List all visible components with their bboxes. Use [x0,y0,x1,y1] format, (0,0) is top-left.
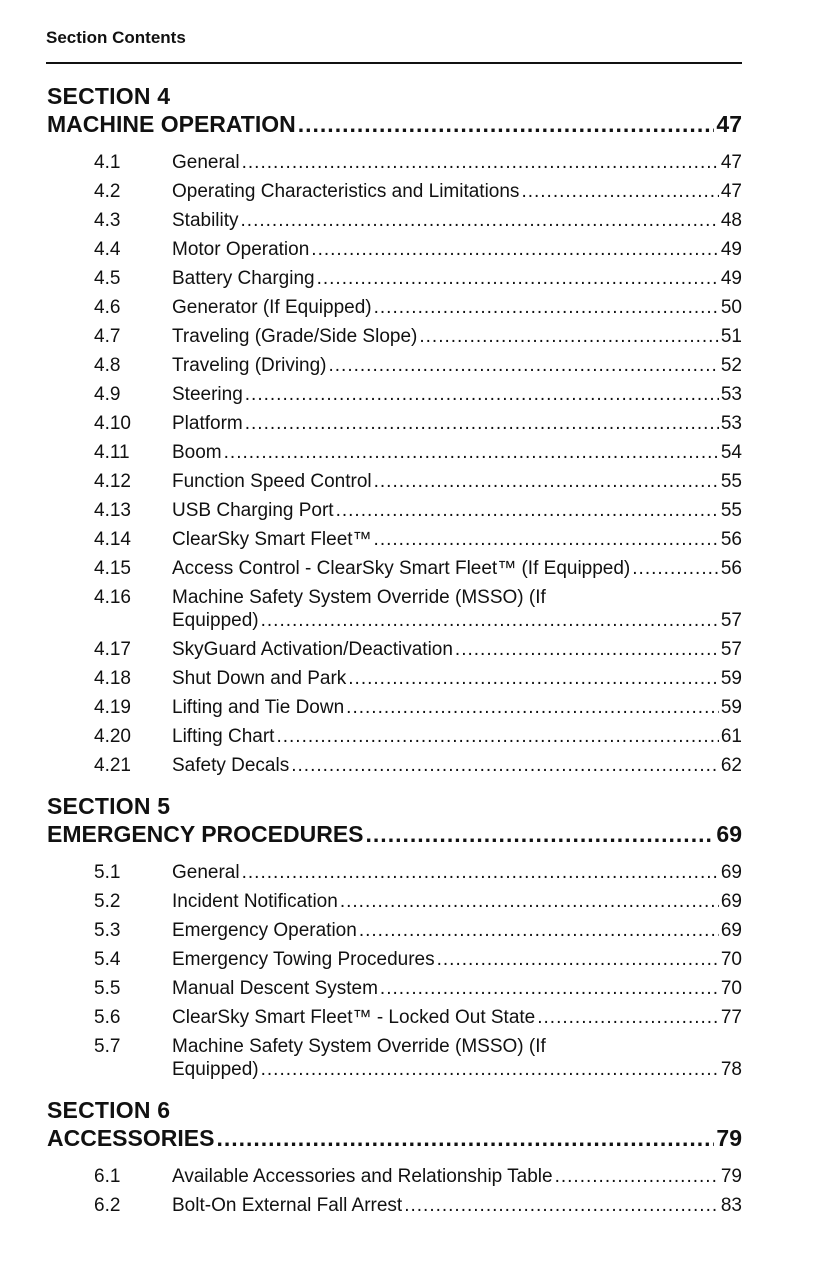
toc-entry-number: 4.14 [94,529,131,550]
toc-entry-page-number: 47 [720,152,742,173]
dot-leader [374,293,719,322]
toc-entry-number: 4.12 [94,471,131,492]
toc-entry-page-number: 49 [720,239,742,260]
section-page-number: 47 [716,111,742,137]
toc-entry-title: SkyGuard Activation/Deactivation [172,639,453,660]
toc-entry-number: 4.3 [94,210,121,231]
dot-leader [311,235,719,264]
toc-entry-number: 4.17 [94,639,131,660]
dot-leader [298,110,715,138]
toc-entry-number: 5.2 [94,891,121,912]
toc-entry[interactable] [47,751,742,780]
toc-entry[interactable] [47,1191,742,1220]
section-title-link[interactable] [47,820,742,848]
toc-entry-page-number: 53 [720,413,742,434]
toc-entry-page-number: 55 [720,500,742,521]
toc-entry-page-number: 69 [720,862,742,883]
toc-entry-title: Manual Descent System [172,978,378,999]
toc-entry-title: Lifting Chart [172,726,275,747]
toc-entry[interactable] [47,635,742,664]
toc-entry-title: Equipped) [172,610,259,631]
dot-leader [317,264,719,293]
toc-entry-number: 4.10 [94,413,131,434]
dot-leader [380,974,719,1003]
dot-leader [359,916,719,945]
toc-entry-title: Emergency Operation [172,920,357,941]
toc-entry-page-number: 62 [720,755,742,776]
dot-leader [329,351,719,380]
toc-entry-page-number: 70 [720,949,742,970]
section-number: SECTION 4 [47,83,171,109]
toc-entry-title: Available Accessories and Relationship Table [172,1166,553,1187]
toc-entry-title: Platform [172,413,243,434]
toc-entry-number: 4.9 [94,384,121,405]
toc-entry[interactable] [47,351,742,380]
toc-entry-number: 4.16 [94,587,131,608]
toc-entry-page-number: 53 [720,384,742,405]
dot-leader [261,1058,719,1081]
toc-entry[interactable] [47,496,742,525]
toc-entry-page-number: 47 [720,181,742,202]
section-page-number: 69 [716,821,742,847]
toc-entry[interactable] [47,409,742,438]
toc-entry-page-number: 48 [720,210,742,231]
toc-entry-number: 4.19 [94,697,131,718]
toc-entry-number: 5.6 [94,1007,121,1028]
toc-entry-page-number: 79 [720,1166,742,1187]
toc-entry-number: 6.1 [94,1166,121,1187]
header-divider [46,62,742,64]
toc-entry-page-number: 49 [720,268,742,289]
toc-entry-title: Emergency Towing Procedures [172,949,435,970]
dot-leader [224,438,719,467]
toc-entry-number: 4.18 [94,668,131,689]
dot-leader [437,945,719,974]
toc-entry[interactable] [47,693,742,722]
section-entries [47,148,742,780]
toc-entry[interactable] [47,858,742,887]
toc-entry-title: General [172,152,240,173]
toc-entry[interactable] [47,974,742,1003]
section-title: MACHINE OPERATION [47,111,296,137]
toc-entry[interactable] [47,945,742,974]
toc-entry-number: 4.2 [94,181,121,202]
dot-leader [276,722,718,751]
toc-entry-number: 5.1 [94,862,121,883]
toc-entry-title: Function Speed Control [172,471,372,492]
toc-entry-page-number: 54 [720,442,742,463]
dot-leader [632,554,719,583]
dot-leader [419,322,719,351]
section-title: EMERGENCY PROCEDURES [47,821,364,847]
toc-entry[interactable] [47,148,742,177]
toc-entry-number: 4.15 [94,558,131,579]
toc-entry[interactable] [47,438,742,467]
toc-entry-title: ClearSky Smart Fleet™ [172,529,372,550]
dot-leader [261,609,719,632]
dot-leader [241,206,719,235]
toc-entry[interactable] [47,916,742,945]
toc-entry-page-number: 70 [720,978,742,999]
toc-entry[interactable] [47,525,742,554]
toc-entry-title: Operating Characteristics and Limitations [172,181,520,202]
toc-entry-title: Incident Notification [172,891,338,912]
toc-entry-number: 4.1 [94,152,121,173]
toc-entry[interactable] [47,887,742,916]
dot-leader [521,177,718,206]
toc-entry-page-number: 83 [720,1195,742,1216]
toc-entry-title: Stability [172,210,239,231]
section-title: ACCESSORIES [47,1125,215,1151]
toc-entry[interactable] [47,722,742,751]
toc-entry[interactable] [47,1032,742,1084]
toc-entry-number: 4.7 [94,326,121,347]
toc-entry-page-number: 59 [720,668,742,689]
section-4 [47,82,742,780]
toc-entry[interactable] [47,322,742,351]
toc-entry[interactable] [47,380,742,409]
toc-entry-page-number: 78 [720,1059,742,1080]
toc-entry-number: 4.5 [94,268,121,289]
toc-entry[interactable] [47,264,742,293]
toc-entry-page-number: 57 [720,610,742,631]
toc-entry-number: 4.11 [94,442,130,463]
toc-entry-title: Steering [172,384,243,405]
section-number: SECTION 6 [47,1097,171,1123]
section-6 [47,1096,742,1220]
dot-leader [340,887,719,916]
toc-entry-title: Lifting and Tie Down [172,697,345,718]
toc-entry-page-number: 69 [720,891,742,912]
toc-entry-title: Motor Operation [172,239,310,260]
dot-leader [348,664,719,693]
toc-entry-title: Traveling (Grade/Side Slope) [172,326,418,347]
toc-entry-title: Equipped) [172,1059,259,1080]
toc-entry-page-number: 56 [720,529,742,550]
toc-entry-page-number: 57 [720,639,742,660]
toc-entry-title: Battery Charging [172,268,315,289]
toc-entry[interactable] [47,293,742,322]
toc-entry-title: Bolt-On External Fall Arrest [172,1195,403,1216]
toc-entry[interactable] [47,177,742,206]
section-number: SECTION 5 [47,793,171,819]
section-title-link[interactable] [47,110,742,138]
toc-entry-number: 6.2 [94,1195,121,1216]
toc-entry-number: 4.20 [94,726,131,747]
toc-entry-page-number: 56 [720,558,742,579]
toc-entry-number: 5.3 [94,920,121,941]
toc-entry[interactable] [47,554,742,583]
dot-leader [216,1124,714,1152]
toc-entry-title: Access Control - ClearSky Smart Fleet™ (If Equipped) [172,558,631,579]
toc-entry-number: 5.5 [94,978,121,999]
toc-entry[interactable] [47,467,742,496]
dot-leader [242,148,719,177]
toc-entry-title: USB Charging Port [172,500,334,521]
toc-entry-page-number: 77 [720,1007,742,1028]
toc-entry-number: 4.8 [94,355,121,376]
toc-entry-title: Generator (If Equipped) [172,297,372,318]
toc-entry-page-number: 51 [720,326,742,347]
toc-entry-number: 5.4 [94,949,121,970]
toc-entry-page-number: 50 [720,297,742,318]
toc-entry-number: 4.21 [94,755,131,776]
dot-leader [537,1003,719,1032]
dot-leader [346,693,719,722]
dot-leader [455,635,719,664]
toc-entry[interactable] [47,583,742,635]
toc-entry[interactable] [47,235,742,264]
dot-leader [555,1162,719,1191]
toc-entry[interactable] [47,664,742,693]
toc-entry[interactable] [47,1162,742,1191]
dot-leader [242,858,719,887]
toc-entry-number: 4.6 [94,297,121,318]
toc-entry-title: Shut Down and Park [172,668,347,689]
toc-entry-number: 4.13 [94,500,131,521]
toc-entry-page-number: 52 [720,355,742,376]
section-entries [47,858,742,1084]
toc-entry-title: Boom [172,442,222,463]
dot-leader [291,751,719,780]
toc-entry-title: ClearSky Smart Fleet™ - Locked Out State [172,1007,536,1028]
dot-leader [245,409,719,438]
dot-leader [374,525,719,554]
section-5 [47,792,742,1084]
toc-entry-title: Traveling (Driving) [172,355,327,376]
toc-entry-title-line1: Machine Safety System Override (MSSO) (If [172,587,546,608]
dot-leader [374,467,719,496]
toc-entry-title-line1: Machine Safety System Override (MSSO) (If [172,1036,546,1057]
dot-leader [245,380,719,409]
toc-entry-title: Safety Decals [172,755,290,776]
toc-entry[interactable] [47,1003,742,1032]
dot-leader [366,820,715,848]
toc-entry-page-number: 55 [720,471,742,492]
toc-entry-page-number: 61 [720,726,742,747]
dot-leader [404,1191,719,1220]
toc-entry-title: General [172,862,240,883]
toc-entry[interactable] [47,206,742,235]
toc-entry-page-number: 59 [720,697,742,718]
section-page-number: 79 [716,1125,742,1151]
toc-entry-number: 5.7 [94,1036,121,1057]
toc-entry-number: 4.4 [94,239,121,260]
dot-leader [336,496,719,525]
page-header-title: Section Contents [46,28,186,47]
section-entries [47,1162,742,1220]
toc-entry-page-number: 69 [720,920,742,941]
section-title-link[interactable] [47,1124,742,1152]
